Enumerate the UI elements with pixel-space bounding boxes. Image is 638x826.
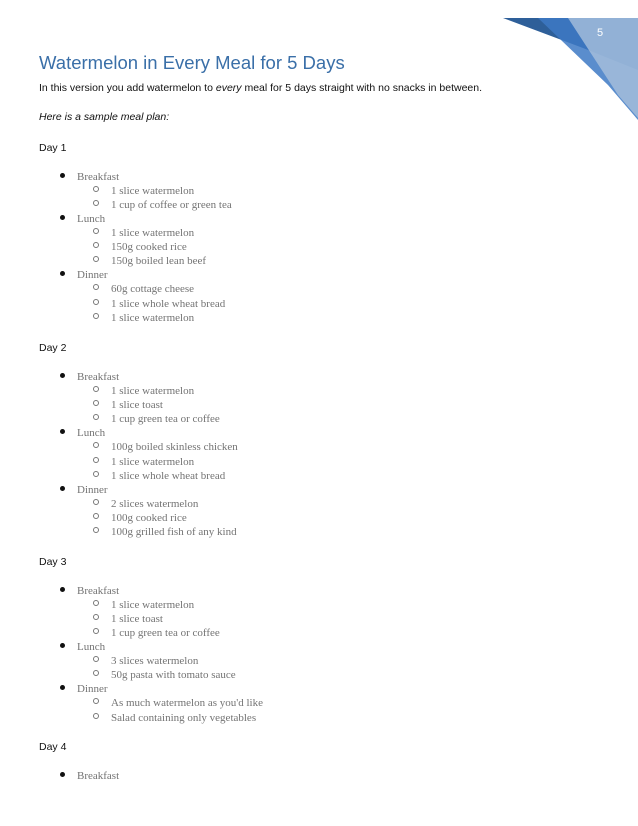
meal-item (60, 427, 105, 439)
food-item: 1 slice whole wheat bread (93, 470, 225, 482)
food-item: As much watermelon as you'd like (93, 697, 263, 709)
food-item: 3 slices watermelon (93, 655, 198, 667)
bullet-icon (60, 772, 65, 777)
bullet-icon (60, 173, 65, 178)
food-item: 1 slice watermelon (93, 456, 194, 468)
food-item: 1 slice whole wheat bread (93, 298, 225, 310)
circle-bullet-icon (93, 284, 99, 290)
intro-text-after: meal for 5 days straight with no snacks in between. (241, 82, 483, 94)
meal-name: Breakfast (77, 770, 120, 782)
meal-name: Dinner (77, 484, 108, 496)
food-item: 60g cottage cheese (93, 283, 194, 295)
day-heading: Day 1 (39, 142, 67, 154)
meal-item (60, 371, 119, 383)
meal-name: Dinner (77, 269, 108, 281)
food-item: 1 cup of coffee or green tea (93, 199, 232, 211)
day-heading: Day 4 (39, 741, 67, 753)
food-item: 1 slice watermelon (93, 599, 194, 611)
intro-emphasis: every (215, 82, 242, 94)
bullet-icon (60, 215, 65, 220)
meal-name: Lunch (77, 641, 106, 653)
circle-bullet-icon (93, 600, 99, 606)
intro-paragraph (39, 82, 482, 94)
meal-item (60, 213, 105, 225)
day-heading: Day 3 (39, 556, 67, 568)
bullet-icon (60, 373, 65, 378)
meal-item (60, 484, 108, 496)
sample-plan-label: Here is a sample meal plan: (39, 111, 170, 123)
meal-item (60, 171, 119, 183)
meal-name: Dinner (77, 683, 108, 695)
bullet-icon (60, 587, 65, 592)
food-item: 1 cup green tea or coffee (93, 413, 220, 425)
circle-bullet-icon (93, 656, 99, 662)
food-item: 1 slice watermelon (93, 227, 194, 239)
food-item: 1 slice watermelon (93, 185, 194, 197)
meal-item (60, 585, 119, 597)
circle-bullet-icon (93, 499, 99, 505)
page-title: Watermelon in Every Meal for 5 Days (39, 52, 345, 73)
food-item: 2 slices watermelon (93, 498, 198, 510)
meal-name: Breakfast (77, 585, 120, 597)
circle-bullet-icon (93, 200, 99, 206)
bullet-icon (60, 685, 65, 690)
meal-name: Lunch (77, 427, 106, 439)
food-item: 1 slice toast (93, 613, 163, 625)
food-item: 150g cooked rice (93, 241, 187, 253)
page-number: 5 (596, 27, 604, 39)
circle-bullet-icon (93, 670, 99, 676)
food-item: 100g boiled skinless chicken (93, 441, 238, 453)
food-item: Salad containing only vegetables (93, 712, 256, 724)
day-heading: Day 2 (39, 342, 67, 354)
circle-bullet-icon (93, 256, 99, 262)
circle-bullet-icon (93, 628, 99, 634)
food-item: 1 cup green tea or coffee (93, 627, 220, 639)
meal-name: Breakfast (77, 171, 120, 183)
circle-bullet-icon (93, 313, 99, 319)
page-corner-decoration (498, 0, 638, 120)
bullet-icon (60, 643, 65, 648)
meal-item (60, 683, 108, 695)
circle-bullet-icon (93, 228, 99, 234)
circle-bullet-icon (93, 527, 99, 533)
bullet-icon (60, 429, 65, 434)
meal-item (60, 641, 105, 653)
food-item: 50g pasta with tomato sauce (93, 669, 236, 681)
meal-name: Breakfast (77, 371, 120, 383)
circle-bullet-icon (93, 400, 99, 406)
circle-bullet-icon (93, 386, 99, 392)
food-item: 1 slice watermelon (93, 312, 194, 324)
circle-bullet-icon (93, 698, 99, 704)
bullet-icon (60, 486, 65, 491)
meal-item (60, 770, 119, 782)
food-item: 1 slice toast (93, 399, 163, 411)
intro-text-before: In this version you add watermelon to (39, 82, 216, 94)
food-item: 100g grilled fish of any kind (93, 526, 237, 538)
food-item: 150g boiled lean beef (93, 255, 206, 267)
circle-bullet-icon (93, 299, 99, 305)
food-item: 100g cooked rice (93, 512, 187, 524)
circle-bullet-icon (93, 513, 99, 519)
circle-bullet-icon (93, 186, 99, 192)
circle-bullet-icon (93, 442, 99, 448)
meal-item (60, 269, 108, 281)
food-item: 1 slice watermelon (93, 385, 194, 397)
circle-bullet-icon (93, 414, 99, 420)
circle-bullet-icon (93, 614, 99, 620)
circle-bullet-icon (93, 713, 99, 719)
circle-bullet-icon (93, 457, 99, 463)
circle-bullet-icon (93, 242, 99, 248)
bullet-icon (60, 271, 65, 276)
circle-bullet-icon (93, 471, 99, 477)
meal-name: Lunch (77, 213, 106, 225)
